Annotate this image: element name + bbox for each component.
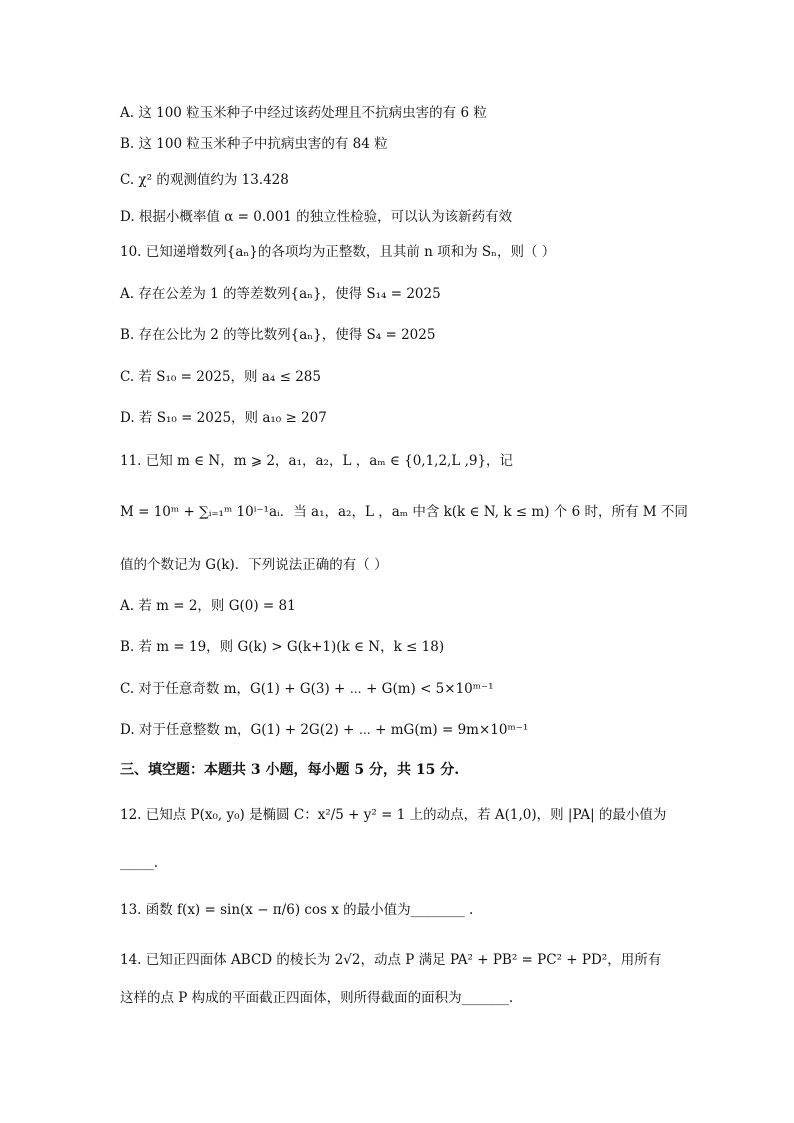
q9-option-a: A. 这 100 粒玉米种子中经过该药处理且不抗病虫害的有 6 粒 <box>120 105 487 121</box>
q10-stem: 10. 已知递增数列{aₙ}的各项均为正整数，且其前 n 项和为 Sₙ，则（ ） <box>120 244 556 260</box>
q13-stem: 13. 函数 f(x) = sin(x − π/6) cos x 的最小值为________ . <box>120 902 474 918</box>
q11-option-a: A. 若 m = 2，则 G(0) = 81 <box>120 598 296 614</box>
q9-option-d: D. 根据小概率值 α = 0.001 的独立性检验，可以认为该新药有效 <box>120 209 513 225</box>
q11-stem-1: 11. 已知 m ∈ N，m ⩾ 2，a₁，a₂，L ，aₘ ∈ {0,1,2,L ,9}，记 <box>120 453 514 469</box>
q11-option-b: B. 若 m = 19，则 G(k) > G(k+1)(k ∈ N，k ≤ 18) <box>120 639 445 655</box>
q10-option-d: D. 若 S₁₀ = 2025，则 a₁₀ ≥ 207 <box>120 410 327 426</box>
q9-option-b: B. 这 100 粒玉米种子中抗病虫害的有 84 粒 <box>120 136 388 152</box>
q11-stem-3: 值的个数记为 G(k)．下列说法正确的有（ ） <box>120 557 388 573</box>
q10-option-a: A. 存在公差为 1 的等差数列{aₙ}，使得 S₁₄ = 2025 <box>120 286 441 302</box>
q11-stem-2: M = 10ᵐ + ∑ᵢ₌₁ᵐ 10ⁱ⁻¹aᵢ．当 a₁，a₂，L ，aₘ 中含 k(k ∈ N, k ≤ m) 个 6 时，所有 M 不同 <box>120 504 688 520</box>
q10-option-c: C. 若 S₁₀ = 2025，则 a₄ ≤ 285 <box>120 369 321 385</box>
q10-option-b: B. 存在公比为 2 的等比数列{aₙ}，使得 S₄ = 2025 <box>120 327 436 343</box>
q11-option-c: C. 对于任意奇数 m，G(1) + G(3) + ⋯ + G(m) < 5×10ᵐ⁻¹ <box>120 681 494 697</box>
q12-stem: 12. 已知点 P(x₀, y₀) 是椭圆 C：x²/5 + y² = 1 上的动点，若 A(1,0)，则 |PA| 的最小值为 <box>120 807 667 823</box>
q12-blank: _____. <box>120 855 159 871</box>
q14-stem-1: 14. 已知正四面体 ABCD 的棱长为 2√2，动点 P 满足 PA² + PB² = PC² + PD²，用所有 <box>120 952 662 968</box>
section-heading-fill-in: 三、填空题：本题共 3 小题，每小题 5 分，共 15 分. <box>120 762 460 778</box>
q14-stem-2: 这样的点 P 构成的平面截正四面体，则所得截面的面积为_______. <box>120 990 514 1006</box>
q11-option-d: D. 对于任意整数 m，G(1) + 2G(2) + ⋯ + mG(m) = 9m×10ᵐ⁻¹ <box>120 722 529 738</box>
q9-option-c: C. χ² 的观测值约为 13.428 <box>120 172 289 188</box>
